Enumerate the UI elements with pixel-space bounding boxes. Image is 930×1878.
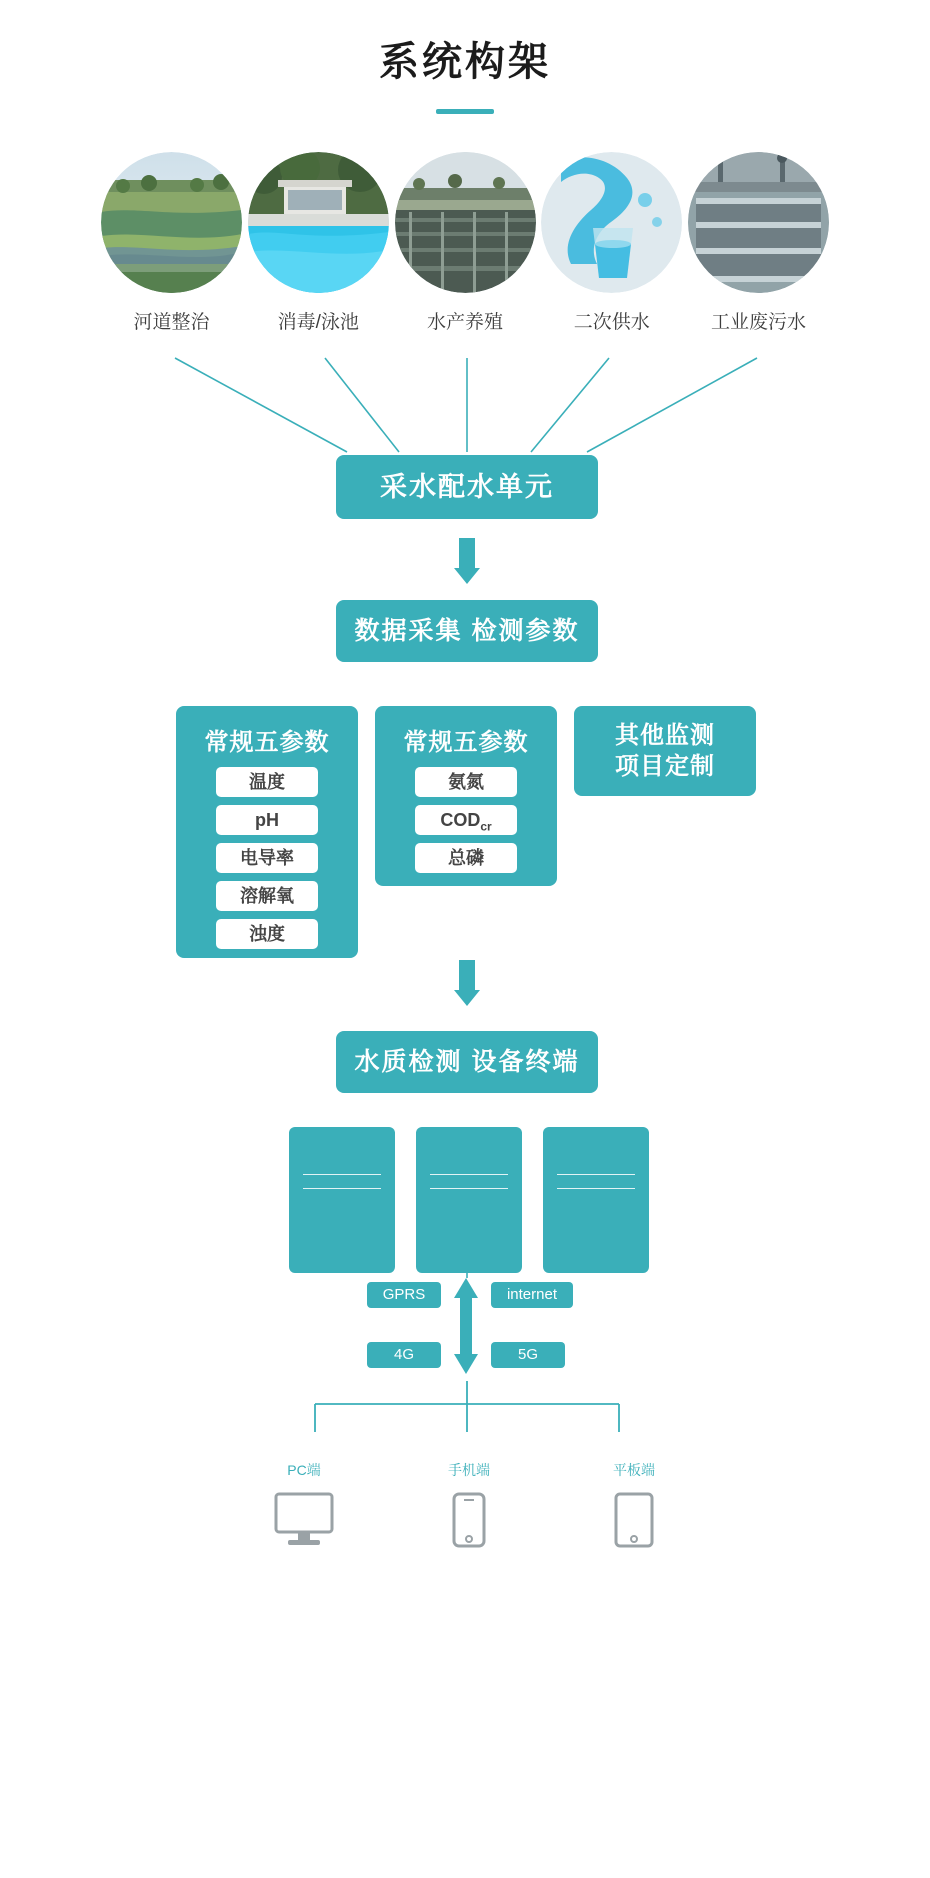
endpoint-label: 手机端 <box>448 1462 490 1478</box>
application-label: 消毒/泳池 <box>277 312 359 333</box>
endpoint-row <box>229 1460 709 1548</box>
diagram-page <box>79 0 851 1878</box>
smartphone-icon <box>452 1492 486 1548</box>
panel-title <box>615 720 715 782</box>
card-line <box>303 1188 381 1189</box>
network-tag-gprs[interactable]: GPRS <box>367 1282 441 1308</box>
cod-sub: cr <box>480 819 492 834</box>
parameter-chip-conductivity[interactable]: 电导率 <box>216 843 318 873</box>
parameter-panel-1 <box>176 706 358 958</box>
device-card-row <box>289 1127 649 1273</box>
card-line <box>430 1174 508 1175</box>
application-label: 工业废污水 <box>710 312 806 333</box>
aquaculture-photo <box>395 152 536 293</box>
device-card[interactable] <box>416 1127 522 1273</box>
endpoint-mobile[interactable] <box>394 1460 544 1548</box>
panel-title-line1: 其他监测 <box>615 721 715 749</box>
endpoint-label: 平板端 <box>613 1462 655 1478</box>
page-title: 系统构架 <box>379 40 551 84</box>
card-line <box>557 1174 635 1175</box>
parameter-chip-total-phosphorus[interactable]: 总磷 <box>415 843 517 873</box>
bidirectional-arrow-icon <box>451 1278 481 1374</box>
desktop-icon <box>274 1492 334 1548</box>
device-card[interactable] <box>543 1127 649 1273</box>
flow-arrow-2 <box>454 960 480 1006</box>
panel-title-line2: 项目定制 <box>615 753 715 780</box>
river-photo <box>101 152 242 293</box>
application-item-river[interactable] <box>101 152 242 334</box>
network-tag-5g[interactable]: 5G <box>491 1342 565 1368</box>
pool-photo <box>248 152 389 293</box>
parameter-chip-ph[interactable]: pH <box>216 805 318 835</box>
card-line <box>557 1188 635 1189</box>
tablet-icon <box>614 1492 654 1548</box>
water-pouring-photo <box>541 152 682 293</box>
parameter-chip-turbidity[interactable]: 浊度 <box>216 919 318 949</box>
network-tag-4g[interactable]: 4G <box>367 1342 441 1368</box>
application-label: 水产养殖 <box>426 312 503 333</box>
endpoint-tablet[interactable] <box>559 1460 709 1548</box>
application-item-aquaculture[interactable] <box>395 152 536 334</box>
flow-arrow-1 <box>454 538 480 584</box>
cod-main: COD <box>440 810 481 830</box>
application-item-watersupply[interactable] <box>541 152 682 334</box>
title-divider <box>436 109 494 114</box>
parameter-panel-3-custom[interactable] <box>574 706 756 796</box>
application-label: 二次供水 <box>573 312 650 333</box>
data-acquisition-box[interactable]: 数据采集 检测参数 <box>336 600 598 662</box>
terminal-box[interactable]: 水质检测 设备终端 <box>336 1031 598 1093</box>
endpoint-pc[interactable] <box>229 1460 379 1548</box>
panel-title: 常规五参数 <box>403 729 529 756</box>
parameter-chip-cod[interactable] <box>415 805 517 835</box>
wastewater-photo <box>688 152 829 293</box>
parameter-chip-temperature[interactable]: 温度 <box>216 767 318 797</box>
network-tag-internet[interactable]: internet <box>491 1282 573 1308</box>
parameter-chip-dissolved-oxygen[interactable]: 溶解氧 <box>216 881 318 911</box>
parameter-chip-ammonia[interactable]: 氨氮 <box>415 767 517 797</box>
endpoint-label: PC端 <box>287 1462 321 1478</box>
application-label: 河道整治 <box>133 312 210 333</box>
parameter-panel-2 <box>375 706 557 886</box>
device-card[interactable] <box>289 1127 395 1273</box>
application-item-pool[interactable] <box>248 152 389 334</box>
collect-unit-box[interactable]: 采水配水单元 <box>336 455 598 519</box>
card-line <box>303 1174 381 1175</box>
application-item-wastewater[interactable] <box>688 152 829 334</box>
panel-title: 常规五参数 <box>204 729 330 756</box>
application-photo-row <box>79 152 851 334</box>
card-line <box>430 1188 508 1189</box>
